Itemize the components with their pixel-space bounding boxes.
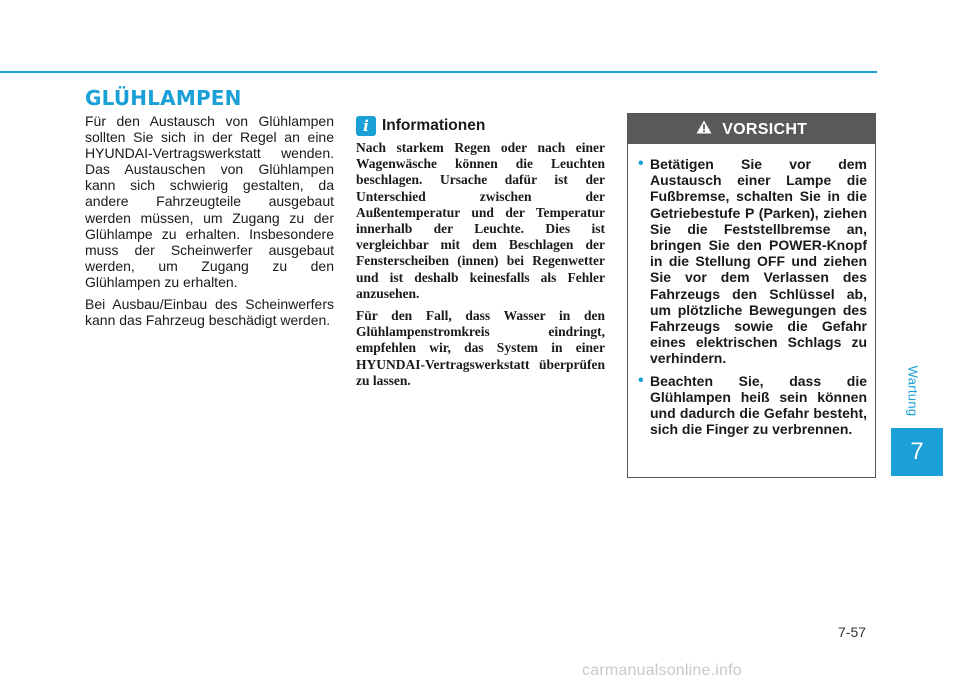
warning-triangle-icon <box>696 120 712 139</box>
chapter-tab: 7 <box>891 428 943 476</box>
chapter-label: Wartung <box>905 365 921 417</box>
caution-list <box>628 144 875 437</box>
intro-paragraph: Für den Austausch von Glühlampen sollten Sie sich in der Regel an eine HYUNDAI-Vertragswerkstatt wenden. Das Austauschen von Glühlampen kann sich schwierig gestalten, da andere Fahrzeugteile ausgebaut werden müssen, um Zugang zu der Glühlampe zu erhalten. Insbesondere muss der Scheinwerfer ausgebaut werden, um Zugang zu den Glühlampen zu erhalten. <box>85 113 334 290</box>
info-paragraph: Für den Fall, dass Wasser in den Glühlampenstromkreis eindringt, empfehlen wir, das System in einer HYUNDAI-Vertragswerkstatt überprüfen zu lassen. <box>356 308 605 388</box>
info-paragraph: Nach starkem Regen oder nach einer Wagenwäsche können die Leuchten beschlagen. Ursache dafür ist der Unterschied zwischen der Außentemperatur und der Temperatur innerhalb der Leuchte. Dies ist vergleichbar mit dem Beschlagen der Fensterscheiben (innen) bei Regenwetter und ist deshalb keinesfalls als Fehler anzusehen. <box>356 140 605 301</box>
section-title: GLÜHLAMPEN <box>85 86 242 110</box>
top-rule <box>0 71 877 73</box>
info-icon: i <box>356 116 376 136</box>
info-title: Informationen <box>382 117 486 134</box>
chapter-side-label <box>898 356 928 426</box>
intro-column <box>85 113 334 334</box>
intro-paragraph: Bei Ausbau/Einbau des Scheinwerfers kann das Fahrzeug beschädigt werden. <box>85 296 334 329</box>
caution-box <box>627 113 876 478</box>
caution-title: VORSICHT <box>722 120 808 138</box>
page-number: 7-57 <box>838 624 867 640</box>
caution-item: • Betätigen Sie vor dem Austausch einer Lampe die Fußbremse, schalten Sie in die Getriebestufe P (Parken), ziehen Sie die Feststellbremse an, bringen Sie den POWER-Knopf in die Stellung OFF und ziehen Sie vor dem Verlassen des Fahrzeugs den Schlüssel ab, um plötzliche Bewegungen des Fahrzeugs sowie die Gefahr eines elektrischen Schlags zu verhindern. <box>650 156 867 367</box>
info-column <box>356 140 605 395</box>
caution-item: • Beachten Sie, dass die Glühlampen heiß sein können und dadurch die Gefahr besteht, sich die Finger zu verbrennen. <box>650 373 867 438</box>
caution-header <box>628 114 875 144</box>
watermark: carmanualsonline.info <box>582 662 742 679</box>
